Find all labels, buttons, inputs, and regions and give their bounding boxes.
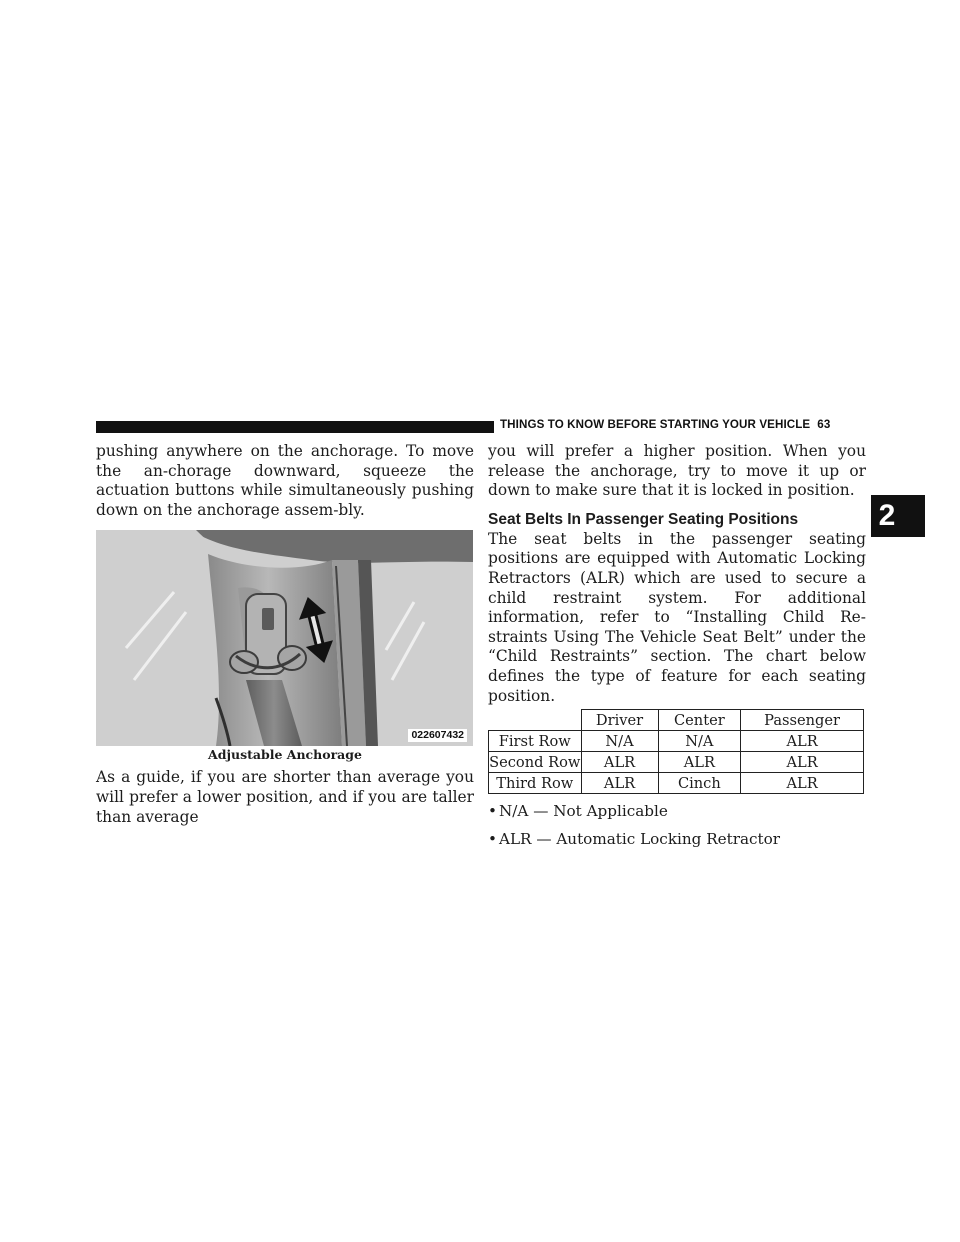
row-label: First Row bbox=[489, 731, 582, 752]
table-cell: ALR bbox=[741, 773, 864, 794]
left-column bbox=[96, 442, 474, 827]
table-cell: ALR bbox=[741, 731, 864, 752]
table-row bbox=[489, 752, 864, 773]
table-cell: ALR bbox=[658, 752, 741, 773]
table-header-empty bbox=[489, 710, 582, 731]
table-header-center: Center bbox=[658, 710, 741, 731]
header-bar bbox=[96, 421, 494, 433]
bullet-icon: • bbox=[488, 830, 497, 849]
figure-code: 022607432 bbox=[408, 729, 467, 742]
right-column bbox=[488, 442, 866, 858]
chapter-tab: 2 bbox=[871, 495, 925, 537]
figure-caption: Adjustable Anchorage bbox=[208, 747, 362, 763]
table-cell: N/A bbox=[658, 731, 741, 752]
left-paragraph-2: As a guide, if you are shorter than average you will prefer a lower position, and if you are taller than average bbox=[96, 768, 474, 826]
legend-list bbox=[488, 802, 866, 849]
list-item-text: ALR — Automatic Locking Retractor bbox=[499, 830, 781, 849]
list-item bbox=[488, 802, 866, 821]
table-header-passenger: Passenger bbox=[741, 710, 864, 731]
running-header bbox=[500, 418, 830, 431]
adjustable-anchorage-figure bbox=[96, 530, 473, 746]
table-cell: ALR bbox=[581, 773, 658, 794]
seating-positions-table bbox=[488, 709, 864, 794]
table-cell: ALR bbox=[581, 752, 658, 773]
table-cell: Cinch bbox=[658, 773, 741, 794]
row-label: Third Row bbox=[489, 773, 582, 794]
page-number: 63 bbox=[817, 418, 831, 431]
anchorage-illustration bbox=[96, 530, 473, 746]
section-heading: Seat Belts In Passenger Seating Positions bbox=[488, 510, 799, 528]
row-label: Second Row bbox=[489, 753, 581, 771]
bullet-icon: • bbox=[488, 802, 497, 821]
header-title: THINGS TO KNOW BEFORE STARTING YOUR VEHICLE bbox=[500, 418, 811, 431]
right-paragraph-2: The seat belts in the passenger seating positions are equipped with Automatic Locking Retractors (ALR) which are used to secure a child restraint system. For additional information, refer to “Installing Child Re-straints Using The Vehicle Seat Belt” under the “Child Restraints” section. The chart below defines the type of feature for each seating position. bbox=[488, 529, 866, 705]
table-header-row bbox=[489, 710, 864, 731]
table-row bbox=[489, 731, 864, 752]
table-row bbox=[489, 773, 864, 794]
right-paragraph-1: you will prefer a higher position. When you release the anchorage, try to move it up or down to make sure that it is locked in position. bbox=[488, 442, 866, 500]
list-item bbox=[488, 830, 866, 849]
left-paragraph-1: pushing anywhere on the anchorage. To move the an-chorage downward, squeeze the actuation buttons while simultaneously pushing down on the anchorage assem-bly. bbox=[96, 442, 474, 519]
table-cell: ALR bbox=[741, 752, 864, 773]
list-item-text: N/A — Not Applicable bbox=[499, 802, 668, 821]
table-header-driver: Driver bbox=[581, 710, 658, 731]
table-cell: N/A bbox=[581, 731, 658, 752]
